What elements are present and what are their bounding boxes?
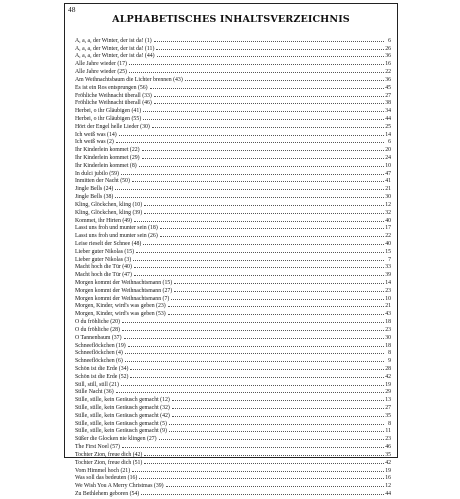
dot-leader — [159, 432, 384, 440]
toc-entry-title: O du fröhliche (20) — [75, 319, 120, 326]
dot-leader — [144, 198, 384, 206]
toc-entry — [75, 190, 391, 201]
toc-entry-title: Morgen kommt der Weihnachtsmann (27) — [75, 287, 173, 294]
toc-entry-page: 27 — [385, 405, 391, 411]
dot-leader — [168, 300, 384, 308]
toc-entry-page: 42 — [385, 459, 391, 466]
dot-leader — [156, 42, 384, 50]
toc-entry-page: 22 — [385, 233, 391, 240]
toc-entry-title: Ihr Kinderlein kommet (29) — [75, 155, 140, 161]
toc-entry-page: 9 — [388, 358, 391, 365]
toc-entry-title: Fröhliche Weihnacht überall (33) — [75, 92, 152, 99]
toc-entry — [75, 448, 391, 456]
dot-leader — [154, 89, 384, 97]
toc-entry-title: Stille, stille, kein Geräusch gemacht (32) — [75, 405, 170, 411]
toc-entry-title: Lieber guter Nikolas (3) — [75, 256, 132, 263]
toc-entry-title: A, a, a, der Winter, der ist da! (44) — [75, 53, 155, 60]
dot-leader — [168, 307, 384, 315]
dot-leader — [124, 331, 385, 339]
dot-leader — [144, 448, 384, 456]
toc-entry-page: 12 — [385, 483, 391, 490]
toc-entry-title: Schön ist die Erde (34) — [75, 365, 129, 372]
toc-entry-page: 30 — [385, 334, 391, 341]
toc-entry-page: 38 — [385, 100, 391, 107]
toc-entry-page: 44 — [385, 490, 391, 497]
toc-entry-page: 42 — [385, 373, 391, 380]
dot-leader — [134, 268, 384, 276]
dot-leader — [157, 50, 384, 58]
toc-entry-page: 33 — [385, 264, 391, 271]
dot-leader — [142, 151, 384, 159]
toc-entry-title: Lieber guter Nikolas (15) — [75, 248, 135, 255]
dot-leader — [172, 401, 384, 409]
toc-entry-title: Morgen kommt der Weihnachtsmann (7) — [75, 295, 170, 302]
toc-entry — [75, 34, 391, 42]
dot-leader — [143, 112, 384, 120]
toc-entry-page: 21 — [385, 303, 391, 310]
toc-entry-title: Alle Jahre wieder (17) — [75, 61, 127, 68]
toc-entry-title: Schneeflöckchen (4) — [75, 350, 123, 357]
toc-entry — [75, 323, 391, 331]
toc-entry-title: Kling, Glöckchen, kling (39) — [75, 209, 143, 216]
dot-leader — [129, 65, 384, 73]
toc-entry-page: 10 — [385, 295, 391, 302]
toc-entry-page: 18 — [385, 342, 391, 349]
dot-leader — [172, 393, 384, 401]
dot-leader — [172, 409, 384, 417]
toc-entry-page: 47 — [385, 170, 391, 177]
toc-entry-page: 25 — [385, 123, 391, 130]
toc-entry-title: Macht hoch die Tür (40) — [75, 264, 132, 271]
dot-leader — [122, 440, 384, 448]
toc-entry-page: 16 — [385, 61, 391, 68]
toc-entry-page: 19 — [385, 467, 391, 474]
toc-entry-title: Still, still, still (21) — [75, 381, 119, 388]
toc-entry-page: 8 — [388, 420, 391, 427]
dot-leader — [185, 73, 384, 81]
toc-entry-page: 13 — [385, 397, 391, 404]
dot-leader — [136, 245, 384, 253]
toc-entry-page: 8 — [388, 350, 391, 357]
toc-entry-title: A, a, a, der Winter, der ist da! (11) — [75, 45, 155, 52]
toc-entry-title: Es ist ein Ros entsprungen (56) — [75, 84, 148, 91]
toc-entry — [75, 331, 391, 339]
toc-entry-title: Tochter Zion, freue dich (51) — [75, 459, 143, 466]
dot-leader — [144, 206, 384, 214]
toc-entry-title: Jingle Bells (38) — [75, 194, 114, 201]
toc-entry-title: We Wish You A Merry Christmas (39) — [75, 483, 164, 490]
dot-leader — [142, 143, 384, 151]
toc-entry-title: Stille, stille, kein Geräusch gemacht (9) — [75, 428, 167, 435]
dot-leader — [132, 175, 384, 183]
toc-entry-page: 26 — [385, 45, 391, 52]
toc-entry-title: Ich weiß was (14) — [75, 131, 117, 138]
toc-entry-page: 21 — [385, 186, 391, 193]
dot-leader — [132, 464, 384, 472]
toc-entry-title: Jingle Bells (24) — [75, 186, 114, 193]
dot-leader — [116, 136, 384, 144]
dot-leader — [152, 120, 384, 128]
toc-entry-page: 22 — [385, 69, 391, 76]
dot-leader — [128, 339, 384, 347]
dot-leader — [160, 222, 384, 230]
toc-entry-page: 19 — [385, 381, 391, 388]
toc-entry-title: Tochter Zion, freue dich (42) — [75, 451, 143, 458]
dot-leader — [130, 362, 384, 370]
toc-entry — [75, 175, 391, 183]
toc-entry-page: 6 — [388, 139, 391, 146]
book-page — [64, 3, 398, 497]
dot-leader — [134, 214, 384, 222]
toc-entry-page: 28 — [385, 365, 391, 372]
toc-entry-page: 14 — [385, 280, 391, 286]
toc-entry-title: Kommet, ihr Hirten (49) — [75, 217, 132, 224]
toc-entry-title: Stille, stille, kein Geräusch gemacht (42) — [75, 412, 170, 419]
dot-leader — [143, 237, 384, 245]
toc-entry-title: Leise rieselt der Schnee (48) — [75, 240, 142, 247]
dot-leader — [150, 81, 384, 89]
toc-entry-page: 29 — [385, 389, 391, 396]
toc-entry-title: Ich weiß was (2) — [75, 139, 114, 146]
dot-leader — [122, 315, 384, 323]
toc-entry-title: Schön ist die Erde (52) — [75, 373, 129, 380]
toc-entry-page: 44 — [385, 115, 391, 122]
toc-entry-title: Fröhliche Weihnacht überall (46) — [75, 100, 152, 107]
dot-leader — [160, 229, 384, 237]
toc-entry-page: 45 — [385, 84, 391, 91]
toc-entry-page: 11 — [385, 428, 391, 435]
toc-entry — [75, 182, 391, 193]
toc-entry-title: Stille Nacht (36) — [75, 389, 114, 396]
dot-leader — [154, 97, 384, 105]
toc-entry-title: Hört der Engel helle Lieder (30) — [75, 123, 150, 130]
toc-entry-title: Schneeflöckchen (6) — [75, 358, 123, 365]
toc-entry-title: Ihr Kinderlein kommet (8) — [75, 162, 137, 169]
dot-leader — [141, 487, 384, 495]
toc-entry — [75, 386, 391, 394]
page-number: 48 — [68, 5, 76, 14]
dot-leader — [115, 190, 384, 198]
dot-leader — [166, 479, 384, 487]
toc-entry-page: 46 — [385, 444, 391, 451]
dot-leader — [139, 159, 384, 167]
toc-entry-page: 15 — [385, 248, 391, 255]
toc-entry-title: Zu Bethlehem geboren (54) — [75, 490, 140, 497]
toc-entry-title: Macht hoch die Tür (47) — [75, 272, 132, 279]
toc-entry-page: 39 — [385, 272, 391, 279]
toc-entry-page: 36 — [385, 76, 391, 83]
toc-entry-title: Ihr Kinderlein kommet (22) — [75, 147, 140, 154]
toc-entry-title: Morgen, Kinder, wird's was geben (23) — [75, 303, 166, 310]
dot-leader — [169, 417, 384, 425]
dot-leader — [134, 261, 384, 269]
toc-entry — [75, 167, 391, 175]
toc-entry-title: Vom Himmel hoch (21) — [75, 467, 131, 474]
dot-leader — [115, 182, 384, 190]
page-title: ALPHABETISCHES INHALTSVERZEICHNIS — [112, 14, 350, 25]
toc-entry-page: 10 — [385, 162, 391, 169]
dot-leader — [174, 284, 384, 292]
toc-entry-page: 32 — [385, 209, 391, 216]
dot-leader — [139, 472, 384, 480]
toc-entry — [75, 198, 391, 206]
toc-entry-title: Inmitten der Nacht (50) — [75, 178, 130, 185]
toc-entry-title: The First Noel (57) — [75, 444, 120, 451]
toc-entry-page: 20 — [385, 147, 391, 154]
toc-entry-page: 14 — [385, 131, 391, 138]
toc-entry-title: Lasst uns froh und munter sein (18) — [75, 225, 158, 232]
toc-entry-page: 6 — [388, 37, 391, 44]
toc-entry-title: Herbei, o ihr Gläubigen (55) — [75, 115, 142, 122]
toc-entry-title: Alle Jahre wieder (25) — [75, 69, 127, 76]
toc-entry — [75, 315, 391, 326]
toc-entry-title: Stille, stille, kein Geräusch gemacht (12) — [75, 397, 170, 404]
table-of-contents — [75, 34, 391, 495]
toc-entry-page: 23 — [385, 287, 391, 294]
toc-entry-page: 7 — [388, 256, 391, 263]
toc-entry-page: 12 — [385, 201, 391, 208]
toc-entry — [75, 440, 391, 451]
toc-entry-page: 23 — [385, 436, 391, 443]
dot-leader — [121, 378, 384, 386]
toc-entry-page: 16 — [385, 475, 391, 482]
toc-entry-page: 18 — [385, 319, 391, 326]
dot-leader — [119, 128, 384, 136]
dot-leader — [121, 167, 384, 175]
toc-entry-page: 40 — [385, 217, 391, 224]
toc-entry-page: 43 — [385, 311, 391, 318]
toc-entry-page: 27 — [385, 92, 391, 99]
toc-entry-page: 40 — [385, 240, 391, 247]
dot-leader — [116, 386, 384, 394]
dot-leader — [169, 425, 384, 433]
toc-entry-page: 17 — [385, 225, 391, 232]
toc-entry — [75, 128, 391, 136]
toc-entry-title: Am Weihnachtsbaum die Lichter brennen (43) — [75, 76, 183, 83]
toc-entry-page: 23 — [385, 326, 391, 333]
dot-leader — [125, 354, 384, 362]
toc-entry-page: 35 — [385, 412, 391, 419]
toc-entry-title: O Tannenbaum (37) — [75, 334, 122, 341]
toc-entry-title: Herbei, o ihr Gläubigen (41) — [75, 108, 142, 115]
dot-leader — [171, 292, 384, 300]
dot-leader — [129, 57, 384, 65]
dot-leader — [125, 347, 384, 355]
toc-entry-title: Süßer die Glocken nie klingen (27) — [75, 436, 157, 443]
toc-entry-title: Schneeflöckchen (19) — [75, 342, 126, 349]
toc-entry — [75, 378, 391, 386]
toc-entry — [75, 136, 391, 144]
toc-entry — [75, 393, 391, 404]
toc-entry-title: In dulci jubilo (59) — [75, 170, 119, 177]
toc-entry-title: Kling, Glöckchen, kling (10) — [75, 201, 143, 208]
toc-entry-title: O du fröhliche (28) — [75, 326, 120, 333]
toc-entry-page: 35 — [385, 451, 391, 458]
toc-entry — [75, 143, 391, 154]
dot-leader — [122, 323, 384, 331]
toc-entry-title: Was soll das bedeuten (16) — [75, 475, 138, 482]
dot-leader — [143, 104, 384, 112]
toc-entry-title: Morgen kommt der Weihnachtsmann (15) — [75, 280, 173, 286]
dot-leader — [174, 276, 384, 284]
toc-entry-title: Stille, stille, kein Geräusch gemacht (5) — [75, 420, 167, 427]
toc-entry-page: 24 — [385, 155, 391, 161]
toc-entry-page: 34 — [385, 108, 391, 115]
toc-entry-page: 30 — [385, 194, 391, 201]
toc-entry-title: Morgen, Kinder, wird's was geben (53) — [75, 311, 166, 318]
toc-entry-title: A, a, a, der Winter, der ist da! (1) — [75, 37, 152, 44]
toc-entry-page: 36 — [385, 53, 391, 60]
toc-entry-title: Lasst uns froh und munter sein (26) — [75, 233, 158, 240]
toc-entry-page: 41 — [385, 178, 391, 185]
dot-leader — [133, 253, 384, 261]
dot-leader — [130, 370, 384, 378]
dot-leader — [154, 34, 384, 42]
